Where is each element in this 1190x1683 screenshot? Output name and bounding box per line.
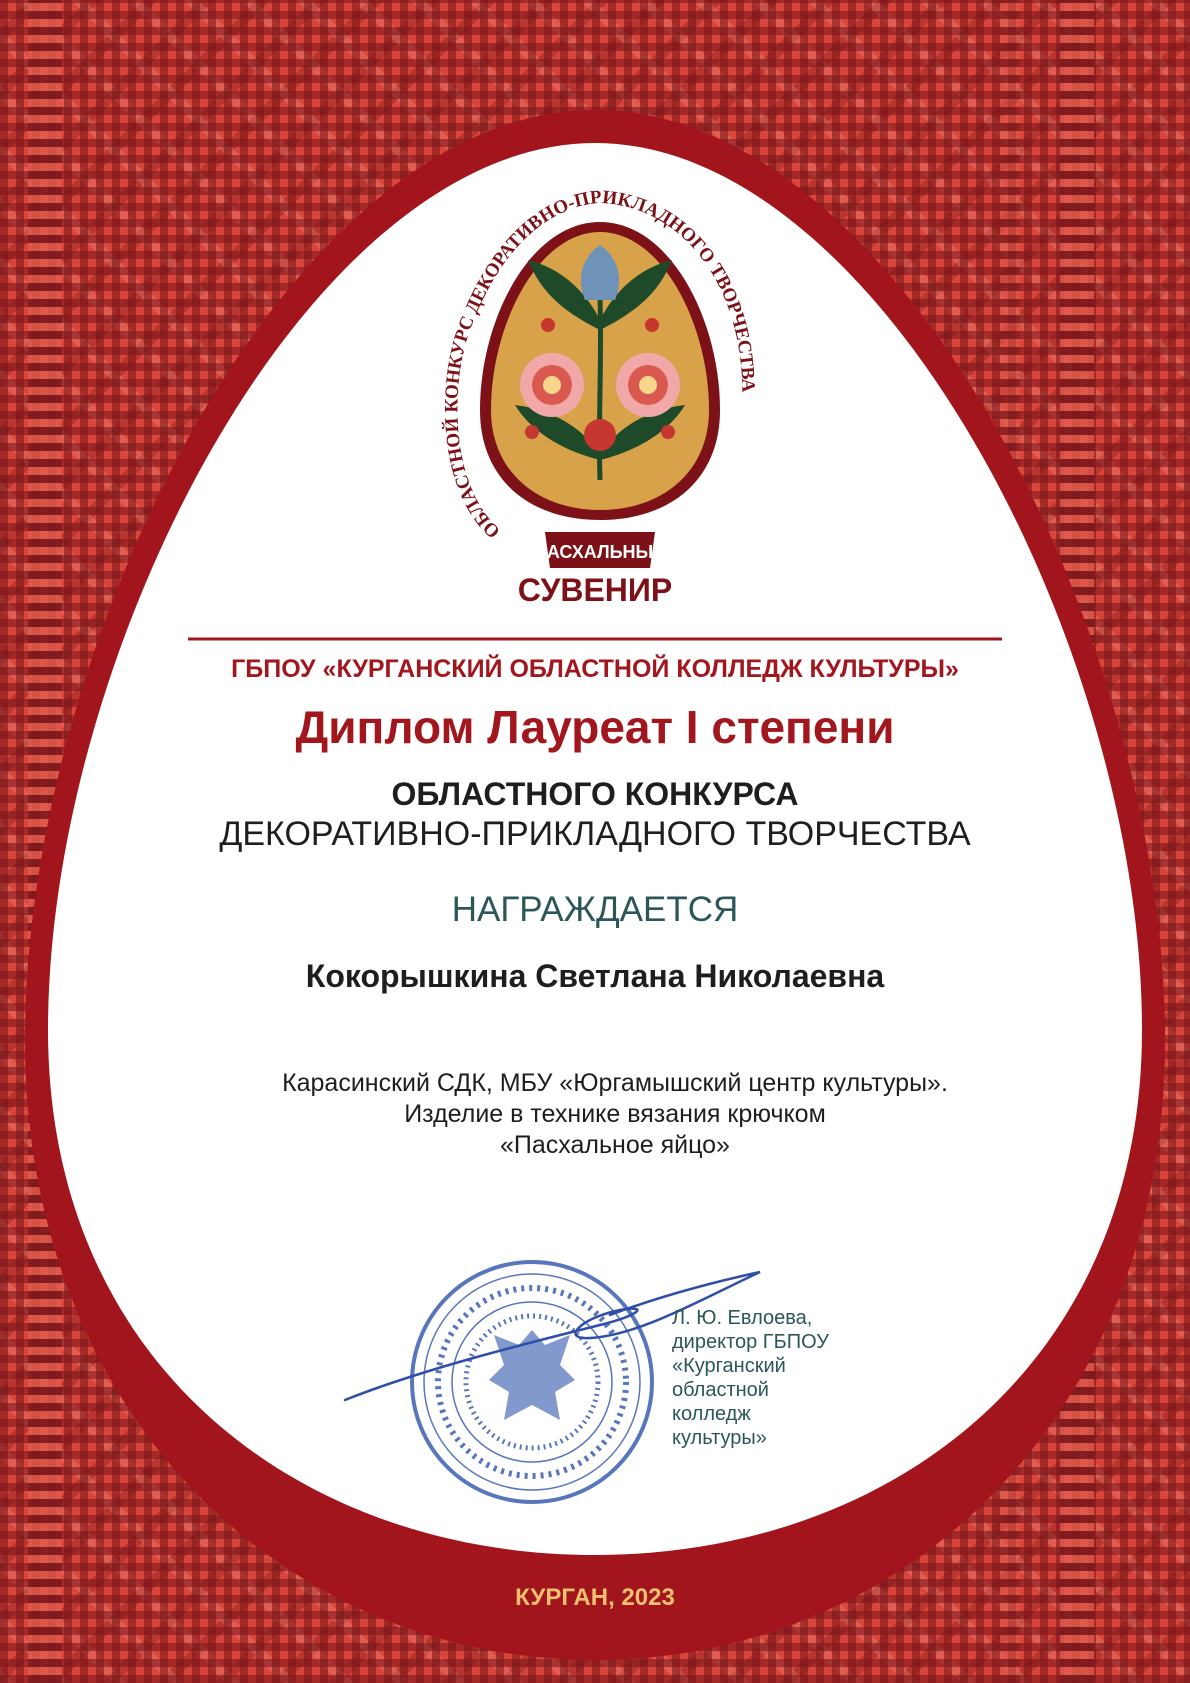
- signer-line: Л. Ю. Евлоева,: [672, 1307, 813, 1329]
- diploma-title: Диплом Лауреат I степени: [295, 701, 895, 753]
- description-line: Изделие в технике вязания крючком: [404, 1100, 826, 1128]
- organization-name: ГБПОУ «КУРГАНСКИЙ ОБЛАСТНОЙ КОЛЛЕДЖ КУЛЬТУРЫ»: [231, 655, 959, 683]
- recipient-name: Кокорышкина Светлана Николаевна: [305, 958, 885, 994]
- contest-line-2: ДЕКОРАТИВНО-ПРИКЛАДНОГО ТВОРЧЕСТВА: [219, 815, 971, 853]
- logo-ribbon-text: ПАСХАЛЬНЫЙ: [533, 542, 667, 562]
- signer-info: [672, 1306, 882, 1450]
- signer-line: «Курганский: [672, 1355, 786, 1377]
- signer-line: областной: [672, 1379, 769, 1401]
- footer-city-year: КУРГАН, 2023: [515, 1584, 675, 1611]
- signer-line: колледж: [672, 1403, 751, 1425]
- logo-word: СУВЕНИР: [517, 572, 673, 608]
- official-stamp: [412, 1262, 652, 1502]
- description-line: «Пасхальное яйцо»: [500, 1131, 730, 1159]
- awarded-label: НАГРАЖДАЕТСЯ: [451, 890, 739, 929]
- logo-arc-text: ОБЛАСТНОЙ КОНКУРС ДЕКОРАТИВНО-ПРИКЛАДНОГО ТВОРЧЕСТВА: [441, 186, 759, 543]
- signer-line: культуры»: [672, 1427, 767, 1449]
- description-line: Карасинский СДК, МБУ «Юргамышский центр культуры».: [282, 1069, 948, 1097]
- signer-line: директор ГБПОУ: [672, 1331, 829, 1353]
- contest-line-1: ОБЛАСТНОГО КОНКУРСА: [391, 776, 799, 812]
